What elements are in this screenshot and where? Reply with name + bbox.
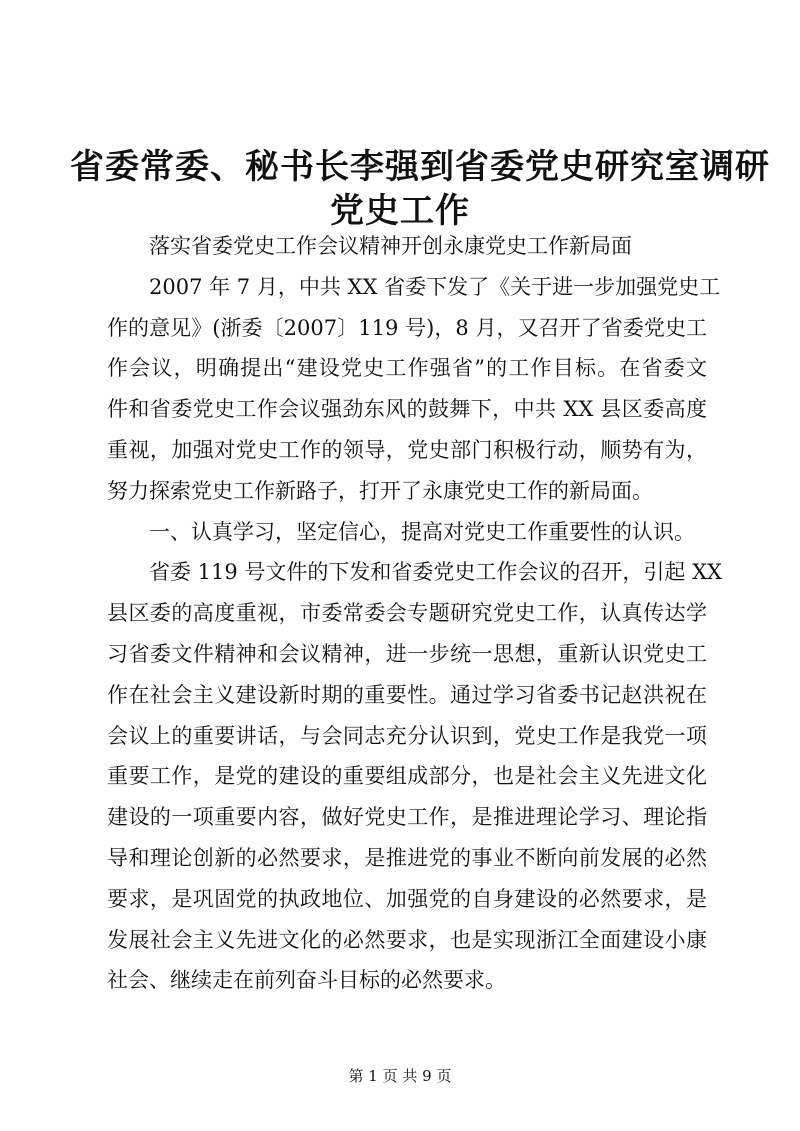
paragraph-2-line-4: 作在社会主义建设新时期的重要性。通过学习省委书记赵洪祝在: [107, 682, 707, 707]
paragraph-2-line-6: 重要工作，是党的建设的重要组成部分，也是社会主义先进文化: [107, 764, 707, 789]
paragraph-2-line-1: 省委 119 号文件的下发和省委党史工作会议的召开，引起 XX: [149, 560, 723, 585]
paragraph-2-line-7: 建设的一项重要内容，做好党史工作，是推进理论学习、理论指: [107, 805, 707, 830]
paragraph-2-line-11: 社会、继续走在前列奋斗目标的必然要求。: [107, 968, 506, 993]
paragraph-2-line-5: 会议上的重要讲话，与会同志充分认识到，党史工作是我党一项: [107, 723, 707, 748]
paragraph-2-line-3: 习省委文件精神和会议精神，进一步统一思想，重新认识党史工: [107, 641, 707, 666]
subtitle-line: 落实省委党史工作会议精神开创永康党史工作新局面: [149, 234, 632, 258]
paragraph-2-line-8: 导和理论创新的必然要求，是推进党的事业不断向前发展的必然: [107, 845, 707, 870]
paragraph-1-line-1: 2007 年 7 月，中共 XX 省委下发了《关于进一步加强党史工: [149, 274, 721, 299]
title-line-2: 党史工作: [330, 191, 470, 231]
paragraph-1-line-3: 作会议，明确提出“建设党史工作强省”的工作目标。在省委文: [107, 356, 707, 381]
paragraph-1: [107, 267, 721, 512]
title-line-1: 省委常委、秘书长李强到省委党史研究室调研: [70, 147, 770, 187]
document-body: [107, 226, 723, 1001]
paragraph-1-line-6: 努力探索党史工作新路子，打开了永康党史工作的新局面。: [107, 478, 653, 503]
paragraph-1-line-5: 重视，加强对党史工作的领导，党史部门积极行动，顺势有为，: [107, 437, 707, 462]
paragraph-2-line-10: 发展社会主义先进文化的必然要求，也是实现浙江全面建设小康: [107, 927, 707, 952]
paragraph-1-line-4: 件和省委党史工作会议强劲东风的鼓舞下，中共 XX 县区委高度: [107, 397, 707, 422]
page-number-footer: 第 1 页 共 9 页: [348, 1067, 452, 1085]
paragraph-2-line-9: 要求，是巩固党的执政地位、加强党的自身建设的必然要求，是: [107, 886, 707, 911]
section-heading-1: 一、认真学习，坚定信心，提高对党史工作重要性的认识。: [149, 519, 695, 544]
document-title: [70, 145, 770, 233]
paragraph-1-line-2: 作的意见》(浙委〔2007〕119 号)，8 月，又召开了省委党史工: [107, 315, 707, 340]
paragraph-2-line-2: 县区委的高度重视，市委常委会专题研究党史工作，认真传达学: [107, 601, 707, 626]
paragraph-2: [107, 552, 723, 1001]
